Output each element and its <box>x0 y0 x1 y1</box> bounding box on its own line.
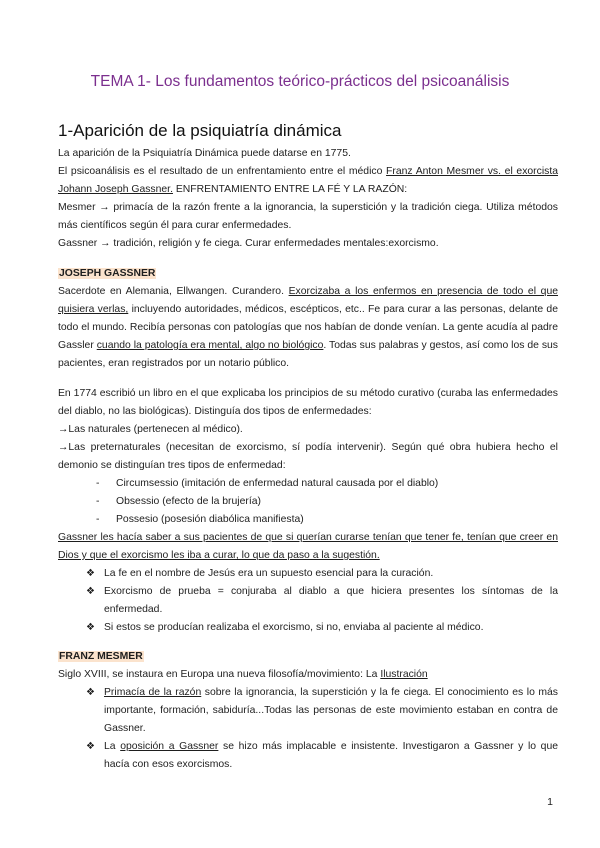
mesmer-text: Siglo XVIII, se instaura en Europa una nueva filosofía/movimiento: La <box>58 669 381 680</box>
bullet-text: se hizo más implacable e insistente. Investigaron a Gassner y lo que hacía con esos exorcismos. <box>104 741 559 770</box>
gassner-section-2 <box>58 385 558 637</box>
mesmer-section <box>58 648 558 774</box>
page-number: 1 <box>547 796 553 808</box>
gassner-underline-1: Exorcizaba a los enfermos en presencia de todo el que quisiera verlas, <box>58 286 559 315</box>
diamond-bullet-icon: ❖ <box>86 568 95 579</box>
gassner-underline-2: cuando la patología era mental, algo no biológico <box>96 340 324 351</box>
list-item: - Obsessio (efecto de la brujería) <box>96 493 558 511</box>
bullet-text: Exorcismo de prueba = conjuraba al diablo a que hiciera presentes los síntomas de la enfermedad. <box>104 586 558 615</box>
intro-paragraph-4: Gassner → tradición, religión y fe ciega. Curar enfermedades mentales:exorcismo. <box>58 238 439 249</box>
list-item: - Possesio (posesión diabólica manifiesta) <box>96 511 558 529</box>
bullet-text: sobre la ignorancia, la superstición y la fe ciega. El conocimiento es lo más importante, formación, sabiduría...Todas las personas de este movimiento estaban en contra de Gassner. <box>104 687 559 734</box>
list-item <box>86 738 558 774</box>
gassner-heading: JOSEPH GASSNER <box>59 268 156 279</box>
gassner-paragraph-2: En 1774 escribió un libro en el que explicaba los principios de su método curativo (curaba las enfermedades del diablo, no las biológicas). Distinguía dos tipos de enfermedades: <box>58 388 558 417</box>
oposicion-underline: oposición a Gassner <box>120 741 219 752</box>
illness-types-list <box>58 475 558 529</box>
diamond-bullet-icon: ❖ <box>86 586 95 597</box>
list-item <box>86 619 558 637</box>
intro-paragraph-1: La aparición de la Psiquiatría Dinámica puede datarse en 1775. <box>58 148 351 159</box>
mesmer-vs-gassner-underline: Franz Anton Mesmer vs. el exorcista Johann Joseph Gassner. <box>58 166 559 195</box>
gassner-text: incluyendo autoridades, médicos, escépticos, etc.. Fe para curar a las personas, delante de todo el mundo. Recibía personas con patologías que nos habían de donde venían. La gente acudía al padre Gassler <box>58 304 558 351</box>
mesmer-paragraph-1 <box>58 666 558 684</box>
gassner-text: Sacerdote en Alemania, Ellwangen. Curandero. <box>58 286 289 297</box>
intro-text: ENFRENTAMIENTO ENTRE LA FÉ Y LA RAZÓN: <box>172 184 408 195</box>
gassner-text: . Todas sus palabras y gestos, así como los de sus pacientes, eran registrados por un notario público. <box>58 340 558 369</box>
gassner-paragraph-5: Gassner les hacía saber a sus pacientes de que si querían curarse tenían que tener fe, tenían que creer en Dios y que el exorcismo les iba a curar, lo que da paso a la sugestión. <box>58 532 558 561</box>
section-heading: 1-Aparición de la psiquiatría dinámica <box>58 121 342 140</box>
bullet-text: Si estos se producían realizaba el exorcismo, si no, enviaba al paciente al médico. <box>104 622 484 633</box>
list-item <box>86 684 558 738</box>
gassner-section <box>58 265 558 373</box>
gassner-paragraph-1 <box>58 283 558 373</box>
list-item <box>86 583 558 619</box>
diamond-bullet-icon: ❖ <box>86 687 95 698</box>
primacia-underline: Primacía de la razón <box>104 687 202 698</box>
document-title: TEMA 1- Los fundamentos teórico-prácticos del psicoanálisis <box>90 73 510 90</box>
bullet-text: La <box>104 741 121 752</box>
diamond-bullet-icon: ❖ <box>86 741 95 752</box>
intro-text: El psicoanálisis es el resultado de un enfrentamiento entre el médico <box>58 166 387 177</box>
diamond-bullet-icon: ❖ <box>86 622 95 633</box>
gassner-paragraph-4: →Las preternaturales (necesitan de exorcismo, sí podía intervenir). Según qué obra hubiera hecho el demonio se distinguían tres tipos de enfermedad: <box>58 442 558 471</box>
mesmer-bullet-list <box>58 684 558 774</box>
list-item: - Circumsessio (imitación de enfermedad natural causada por el diablo) <box>96 475 558 493</box>
bullet-text: La fe en el nombre de Jesús era un supuesto esencial para la curación. <box>104 568 434 579</box>
mesmer-heading: FRANZ MESMER <box>59 651 143 662</box>
list-item <box>86 565 558 583</box>
intro-paragraph-3: Mesmer → primacía de la razón frente a la ignorancia, la superstición y la tradición ciega. Utiliza métodos más científicos según él para curar enfermedades. <box>58 202 558 231</box>
intro-paragraph-2 <box>58 163 558 199</box>
gassner-paragraph-3: →Las naturales (pertenecen al médico). <box>58 424 243 435</box>
intro-block <box>58 145 558 253</box>
ilustracion-underline: Ilustración <box>380 669 428 680</box>
gassner-bullet-list <box>58 565 558 637</box>
